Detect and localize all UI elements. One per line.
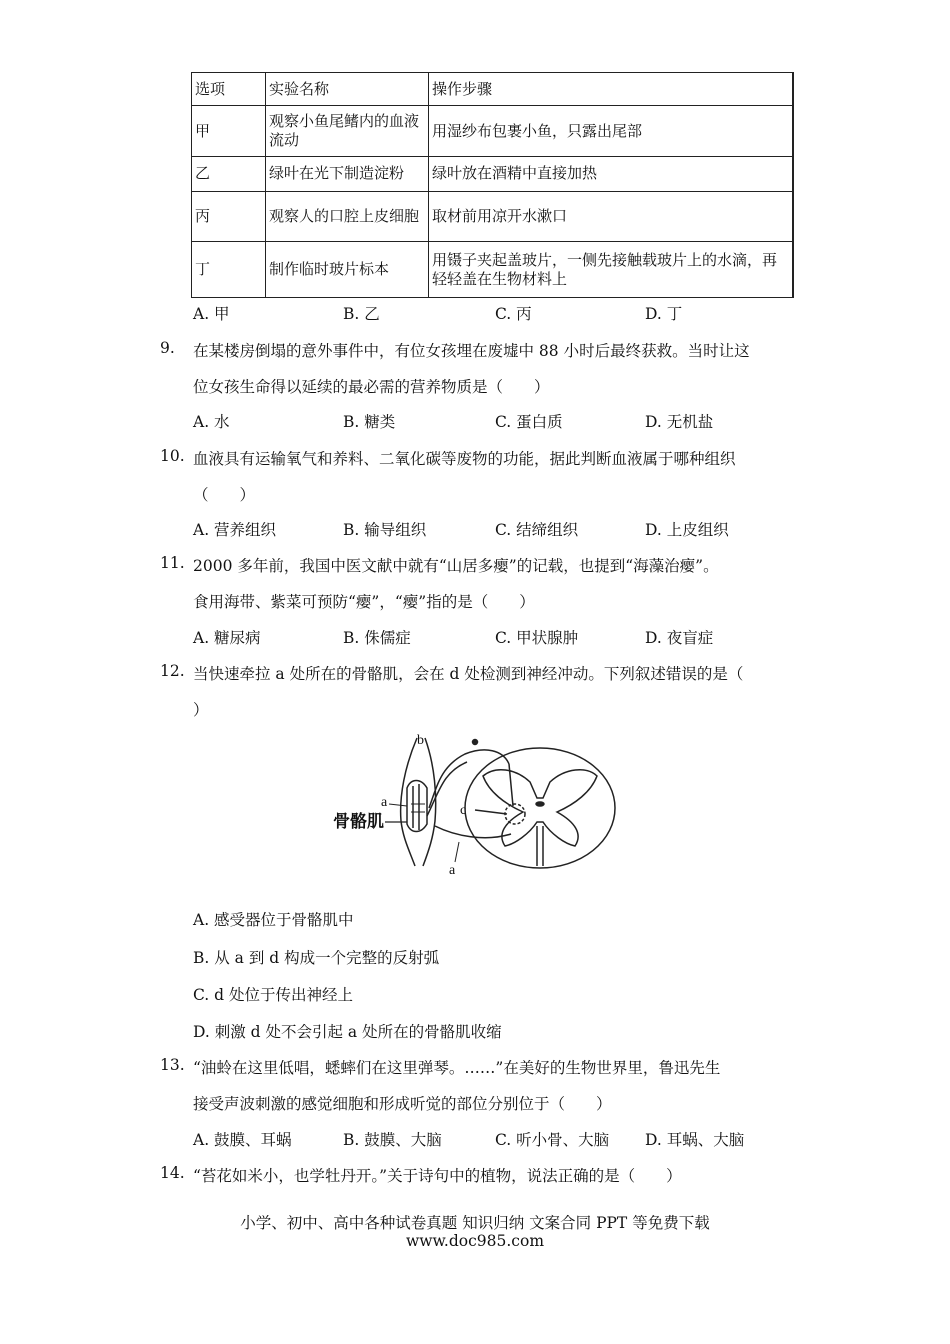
option-a: A. 鼓膜、耳蜗 — [193, 1131, 292, 1149]
option-d: D. 无机盐 — [645, 413, 714, 431]
footer-promo-text: 小学、初中、高中各种试卷真题 知识归纳 文案合同 PPT 等免费下载 — [240, 1214, 710, 1232]
label-c: c — [460, 803, 467, 818]
table-cell: 观察人的口腔上皮细胞 — [266, 192, 429, 242]
label-a-nerve: a — [449, 863, 456, 878]
question-number: 11. — [160, 554, 185, 572]
footer-website[interactable]: www.doc985.com — [405, 1232, 545, 1250]
option-c: C. 听小骨、大脑 — [495, 1131, 610, 1149]
option-d: D. 夜盲症 — [645, 629, 714, 647]
table-cell: 观察小鱼尾鳍内的血液流动 — [266, 106, 429, 156]
question-number: 14. — [160, 1164, 185, 1182]
option-d: D. 刺激 d 处不会引起 a 处所在的骨骼肌收缩 — [193, 1023, 502, 1041]
option-a: A. 营养组织 — [193, 521, 277, 539]
table-cell: 绿叶放在酒精中直接加热 — [429, 156, 793, 191]
option-b: B. 糖类 — [343, 413, 396, 431]
table-row — [192, 156, 793, 191]
option-a: A. 水 — [193, 413, 230, 431]
question-stem-line: 当快速牵拉 a 处所在的骨骼肌，会在 d 处检测到神经冲动。下列叙述错误的是（ — [193, 665, 744, 683]
table-row — [192, 106, 793, 156]
option-c: C. 甲状腺肿 — [495, 629, 579, 647]
question-stem-line: 位女孩生命得以延续的最必需的营养物质是（ ） — [193, 378, 550, 396]
option-a: A. 糖尿病 — [193, 629, 261, 647]
label-b: b — [417, 733, 424, 748]
option-b: B. 侏儒症 — [343, 629, 411, 647]
question-stem-line: ） — [193, 701, 209, 719]
option-a: A. 感受器位于骨骼肌中 — [193, 911, 354, 929]
muscle-label: 骨骼肌 — [333, 812, 384, 831]
label-a-muscle: a — [381, 795, 388, 810]
question-stem-line: “苔花如米小，也学牡丹开。”关于诗句中的植物，说法正确的是（ ） — [193, 1167, 682, 1185]
muscle-outline — [401, 738, 417, 866]
q8-option-c: C. 丙 — [495, 305, 532, 323]
option-c: C. d 处位于传出神经上 — [193, 986, 354, 1004]
table-cell: 绿叶在光下制造淀粉 — [266, 156, 429, 191]
table-cell: 取材前用凉开水漱口 — [429, 192, 793, 242]
question-stem-line: 血液具有运输氧气和养料、二氧化碳等废物的功能，据此判断血液属于哪种组织 — [193, 450, 736, 468]
question-number: 9. — [160, 339, 175, 357]
question-stem-line: 在某楼房倒塌的意外事件中，有位女孩埋在废墟中 88 小时后最终获救。当时让这 — [193, 342, 750, 360]
question-stem-line: “油蛉在这里低唱，蟋蟀们在这里弹琴。……”在美好的生物世界里，鲁迅先生 — [193, 1059, 721, 1077]
table-cell: 丁 — [192, 242, 266, 298]
question-number: 10. — [160, 447, 185, 465]
question-stem-line: 2000 多年前，我国中医文献中就有“山居多瘿”的记载，也提到“海藻治瘿”。 — [193, 557, 719, 575]
table-cell: 用湿纱布包裹小鱼，只露出尾部 — [429, 106, 793, 156]
table-header-cell: 操作步骤 — [429, 73, 793, 106]
table-cell: 用镊子夹起盖玻片，一侧先接触载玻片上的水滴，再轻轻盖在生物材料上 — [429, 242, 793, 298]
question-number: 12. — [160, 662, 185, 680]
table-header-row — [192, 73, 793, 106]
q8-option-a: A. 甲 — [193, 305, 230, 323]
table-cell: 甲 — [192, 106, 266, 156]
option-b: B. 从 a 到 d 构成一个完整的反射弧 — [193, 949, 440, 967]
table-cell: 乙 — [192, 156, 266, 191]
option-c: C. 蛋白质 — [495, 413, 563, 431]
table-header-cell: 选项 — [192, 73, 266, 106]
experiment-table — [191, 72, 794, 298]
table-cell: 制作临时玻片标本 — [266, 242, 429, 298]
table-cell: 丙 — [192, 192, 266, 242]
question-stem-line: 食用海带、紫菜可预防“瘿”，“瘿”指的是（ ） — [193, 593, 535, 611]
option-c: C. 结缔组织 — [495, 521, 579, 539]
table-header-cell: 实验名称 — [266, 73, 429, 106]
question-stem-line: （ ） — [193, 486, 256, 504]
option-d: D. 耳蜗、大脑 — [645, 1131, 745, 1149]
option-b: B. 鼓膜、大脑 — [343, 1131, 442, 1149]
table-row — [192, 242, 793, 298]
spinal-cord-outline — [465, 748, 615, 868]
option-d: D. 上皮组织 — [645, 521, 729, 539]
option-b: B. 输导组织 — [343, 521, 427, 539]
q8-option-b: B. 乙 — [343, 305, 380, 323]
q8-option-d: D. 丁 — [645, 305, 683, 323]
question-number: 13. — [160, 1056, 185, 1074]
table-row — [192, 192, 793, 242]
reflex-arc-figure — [325, 726, 625, 882]
question-stem-line: 接受声波刺激的感觉细胞和形成听觉的部位分别位于（ ） — [193, 1095, 612, 1113]
